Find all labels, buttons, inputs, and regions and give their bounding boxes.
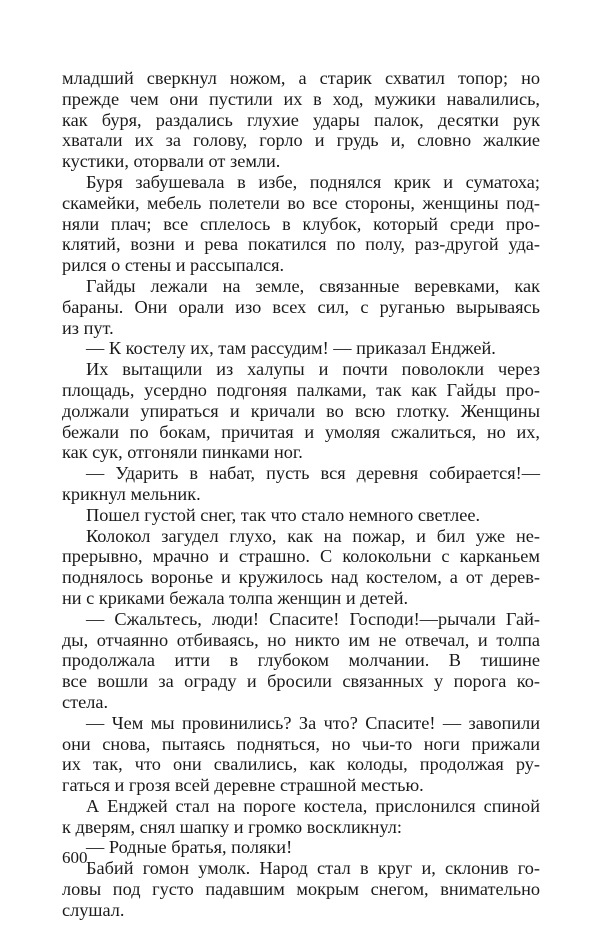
paragraph bbox=[62, 68, 540, 172]
text-line: рился о стены и рассыпался. bbox=[62, 255, 285, 276]
text-line: они снова, пытаясь подняться, но чьи-то ноги прижали bbox=[62, 733, 540, 754]
text-line: прерывно, мрачно и страшно. С колокольни с карканьем bbox=[62, 546, 540, 567]
text-line: бежали по бокам, причитая и умоляя сжалиться, но их, bbox=[62, 421, 540, 442]
text-line: прежде чем они пустили их в ход, мужики навалились, bbox=[62, 88, 540, 109]
text-line: Колокол загудел глухо, как на пожар, и бил уже не- bbox=[86, 525, 540, 546]
text-line: крикнул мельник. bbox=[62, 483, 201, 504]
text-line: — Чем мы провинились? За что? Спасите! — завопили bbox=[86, 712, 540, 733]
paragraph bbox=[62, 713, 540, 796]
text-line: бараны. Они орали изо всех сил, с руганью вырываясь bbox=[62, 296, 540, 317]
text-line: хватали их за голову, горло и грудь и, словно жалкие bbox=[62, 130, 540, 151]
text-line: А Енджей стал на пороге костела, прислонился спиной bbox=[86, 795, 540, 816]
paragraph bbox=[62, 837, 540, 858]
text-line: Их вытащили из халупы и почти поволокли через bbox=[86, 359, 540, 380]
text-line: ды, отчаянно отбиваясь, но никто им не отвечал, и толпа bbox=[62, 629, 540, 650]
text-line: их так, что они свалились, как колоды, продолжая ру- bbox=[62, 754, 540, 775]
text-line: поднялось воронье и кружилось над костелом, а от дерев- bbox=[62, 567, 540, 588]
paragraph bbox=[62, 505, 540, 526]
text-line: все вошли за ограду и бросили связанных у порога ко- bbox=[62, 671, 540, 692]
text-line: кустики, оторвали от земли. bbox=[62, 151, 281, 172]
text-line: Гайды лежали на земле, связанные веревками, как bbox=[86, 275, 540, 296]
text-line: скамейки, мебель полетели во все стороны, женщины под- bbox=[62, 192, 540, 213]
text-line: из пут. bbox=[62, 317, 114, 338]
paragraph bbox=[62, 276, 540, 338]
text-line: ловы под густо падавшим мокрым снегом, внимательно bbox=[62, 879, 540, 900]
text-line: площадь, усердно подгоняя палками, так как Гайды про- bbox=[62, 379, 540, 400]
text-line: Буря забушевала в избе, поднялся крик и суматоха; bbox=[86, 171, 540, 192]
text-line: должали упираться и кричали во всю глотку. Женщины bbox=[62, 400, 540, 421]
paragraph bbox=[62, 858, 540, 920]
paragraph bbox=[62, 526, 540, 609]
text-line: слушал. bbox=[62, 899, 125, 920]
paragraph bbox=[62, 338, 540, 359]
text-line: как буря, раздались глухие удары палок, десятки рук bbox=[62, 109, 540, 130]
paragraph bbox=[62, 796, 540, 838]
text-line: ни с криками бежала толпа женщин и детей. bbox=[62, 587, 409, 608]
text-line: клятий, возни и рева покатился по полу, раз-другой уда- bbox=[62, 234, 540, 255]
paragraph bbox=[62, 172, 540, 276]
paragraph bbox=[62, 359, 540, 463]
text-line: как сук, отгоняли пинками ног. bbox=[62, 442, 303, 463]
page-body-text bbox=[62, 68, 540, 921]
text-line: няли плач; все сплелось в клубок, который среди про- bbox=[62, 213, 540, 234]
text-line: — Ударить в набат, пусть вся деревня собирается!— bbox=[86, 463, 540, 484]
text-line: — К костелу их, там рассудим! — приказал Енджей. bbox=[86, 338, 496, 359]
text-line: — Сжальтесь, люди! Спасите! Господи!—рычали Гай- bbox=[86, 608, 540, 629]
text-line: Пошел густой снег, так что стало немного светлее. bbox=[86, 504, 481, 525]
paragraph bbox=[62, 463, 540, 505]
page-number: 600 bbox=[62, 848, 88, 867]
text-line: — Родные братья, поляки! bbox=[86, 837, 293, 858]
text-line: младший сверкнул ножом, а старик схватил топор; но bbox=[62, 68, 540, 88]
text-line: к дверям, снял шапку и громко воскликнул: bbox=[62, 816, 402, 837]
text-line: продолжала итти в глубоком молчании. В тишине bbox=[62, 650, 540, 671]
text-line: стела. bbox=[62, 691, 109, 712]
paragraph bbox=[62, 609, 540, 713]
text-line: Бабий гомон умолк. Народ стал в круг и, склонив го- bbox=[86, 858, 540, 879]
text-line: гаться и грозя всей деревне страшной местью. bbox=[62, 775, 424, 796]
